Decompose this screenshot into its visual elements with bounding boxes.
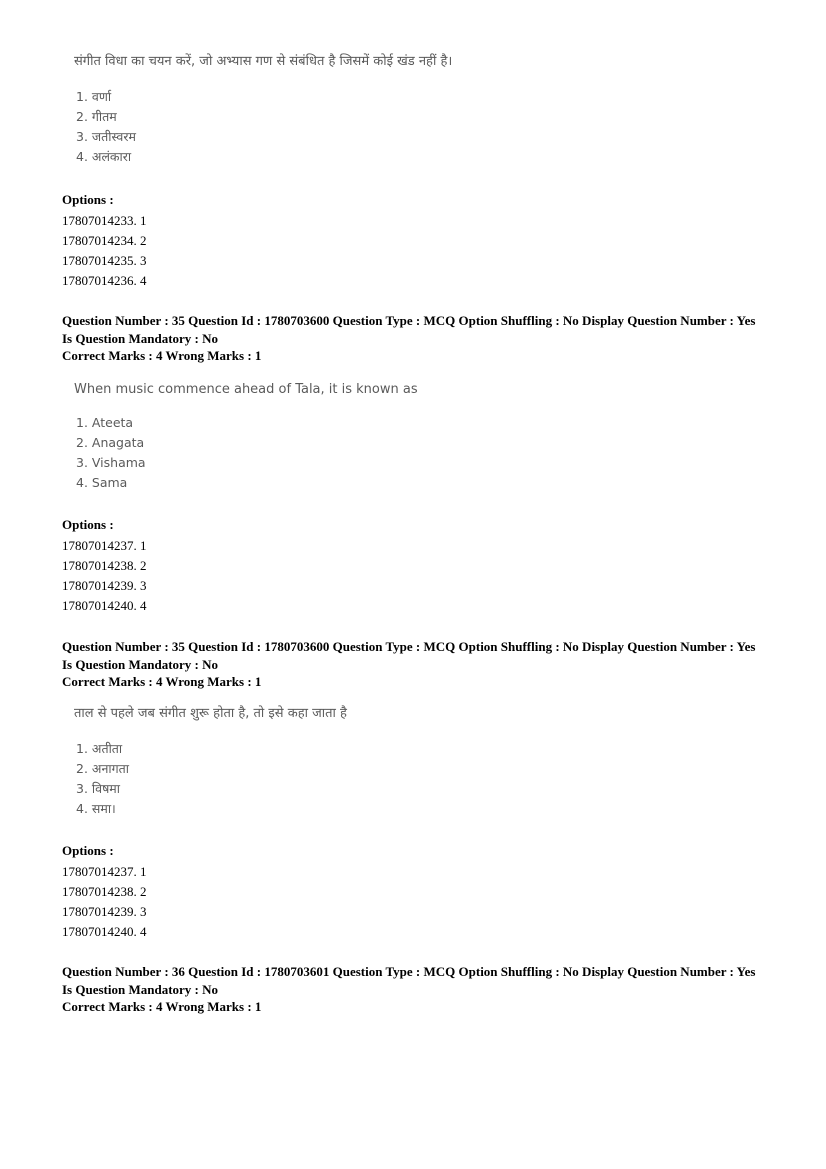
options-block-1 xyxy=(62,191,147,291)
question-meta-2 xyxy=(62,638,782,691)
answer-item: 1. Ateeta xyxy=(76,415,134,430)
option-row: 17807014234. 2 xyxy=(62,233,147,248)
meta-line: Correct Marks : 4 Wrong Marks : 1 xyxy=(62,674,262,689)
question-stem: ताल से पहले जब संगीत शुरू होता है, तो इसे कहा जाता है xyxy=(74,706,347,721)
meta-line: Is Question Mandatory : No xyxy=(62,656,219,672)
option-row: 17807014239. 3 xyxy=(62,578,147,593)
option-row: 17807014240. 4 xyxy=(62,598,147,613)
option-row: 17807014235. 3 xyxy=(62,253,147,268)
option-row: 17807014237. 1 xyxy=(62,864,147,879)
answer-item: 4. समा। xyxy=(76,801,116,816)
options-label: Options : xyxy=(62,843,114,858)
option-row: 17807014233. 1 xyxy=(62,213,147,228)
option-row: 17807014237. 1 xyxy=(62,538,147,553)
question-stem: When music commence ahead of Tala, it is known as xyxy=(74,382,418,397)
options-block-2 xyxy=(62,516,147,616)
answer-item: 3. विषमा xyxy=(76,781,121,796)
meta-line: Correct Marks : 4 Wrong Marks : 1 xyxy=(62,348,262,363)
answer-list xyxy=(62,87,452,167)
meta-line: Is Question Mandatory : No xyxy=(62,330,219,346)
question-meta-3 xyxy=(62,963,782,1016)
answer-list xyxy=(62,413,418,493)
answer-item: 1. वर्णा xyxy=(76,89,112,104)
option-row: 17807014238. 2 xyxy=(62,558,147,573)
meta-line: Question Number : 35 Question Id : 1780703600 Question Type : MCQ Option Shuffling : No Display Question Number : Yes xyxy=(62,313,756,328)
answer-item: 2. Anagata xyxy=(76,435,145,450)
question-image-hindi-2 xyxy=(62,705,347,819)
meta-line: Is Question Mandatory : No xyxy=(62,981,219,997)
question-image-english xyxy=(62,381,418,493)
answer-list xyxy=(62,739,347,819)
option-row: 17807014239. 3 xyxy=(62,904,147,919)
option-row: 17807014238. 2 xyxy=(62,884,147,899)
answer-item: 1. अतीता xyxy=(76,741,123,756)
options-block-3 xyxy=(62,842,147,942)
question-stem: संगीत विधा का चयन करें, जो अभ्यास गण से संबंधित है जिसमें कोई खंड नहीं है। xyxy=(74,54,453,69)
meta-line: Correct Marks : 4 Wrong Marks : 1 xyxy=(62,999,262,1014)
question-image-hindi-1 xyxy=(62,53,452,167)
options-label: Options : xyxy=(62,517,114,532)
answer-item: 3. जतीस्वरम xyxy=(76,129,136,144)
option-row: 17807014236. 4 xyxy=(62,273,147,288)
meta-line: Question Number : 36 Question Id : 1780703601 Question Type : MCQ Option Shuffling : No Display Question Number : Yes xyxy=(62,964,756,979)
question-meta-1 xyxy=(62,312,782,365)
answer-item: 2. अनागता xyxy=(76,761,130,776)
answer-item: 4. Sama xyxy=(76,475,128,490)
options-label: Options : xyxy=(62,192,114,207)
answer-item: 3. Vishama xyxy=(76,455,146,470)
meta-line: Question Number : 35 Question Id : 1780703600 Question Type : MCQ Option Shuffling : No Display Question Number : Yes xyxy=(62,639,756,654)
answer-item: 4. अलंकारा xyxy=(76,149,132,164)
option-row: 17807014240. 4 xyxy=(62,924,147,939)
answer-item: 2. गीतम xyxy=(76,109,117,124)
